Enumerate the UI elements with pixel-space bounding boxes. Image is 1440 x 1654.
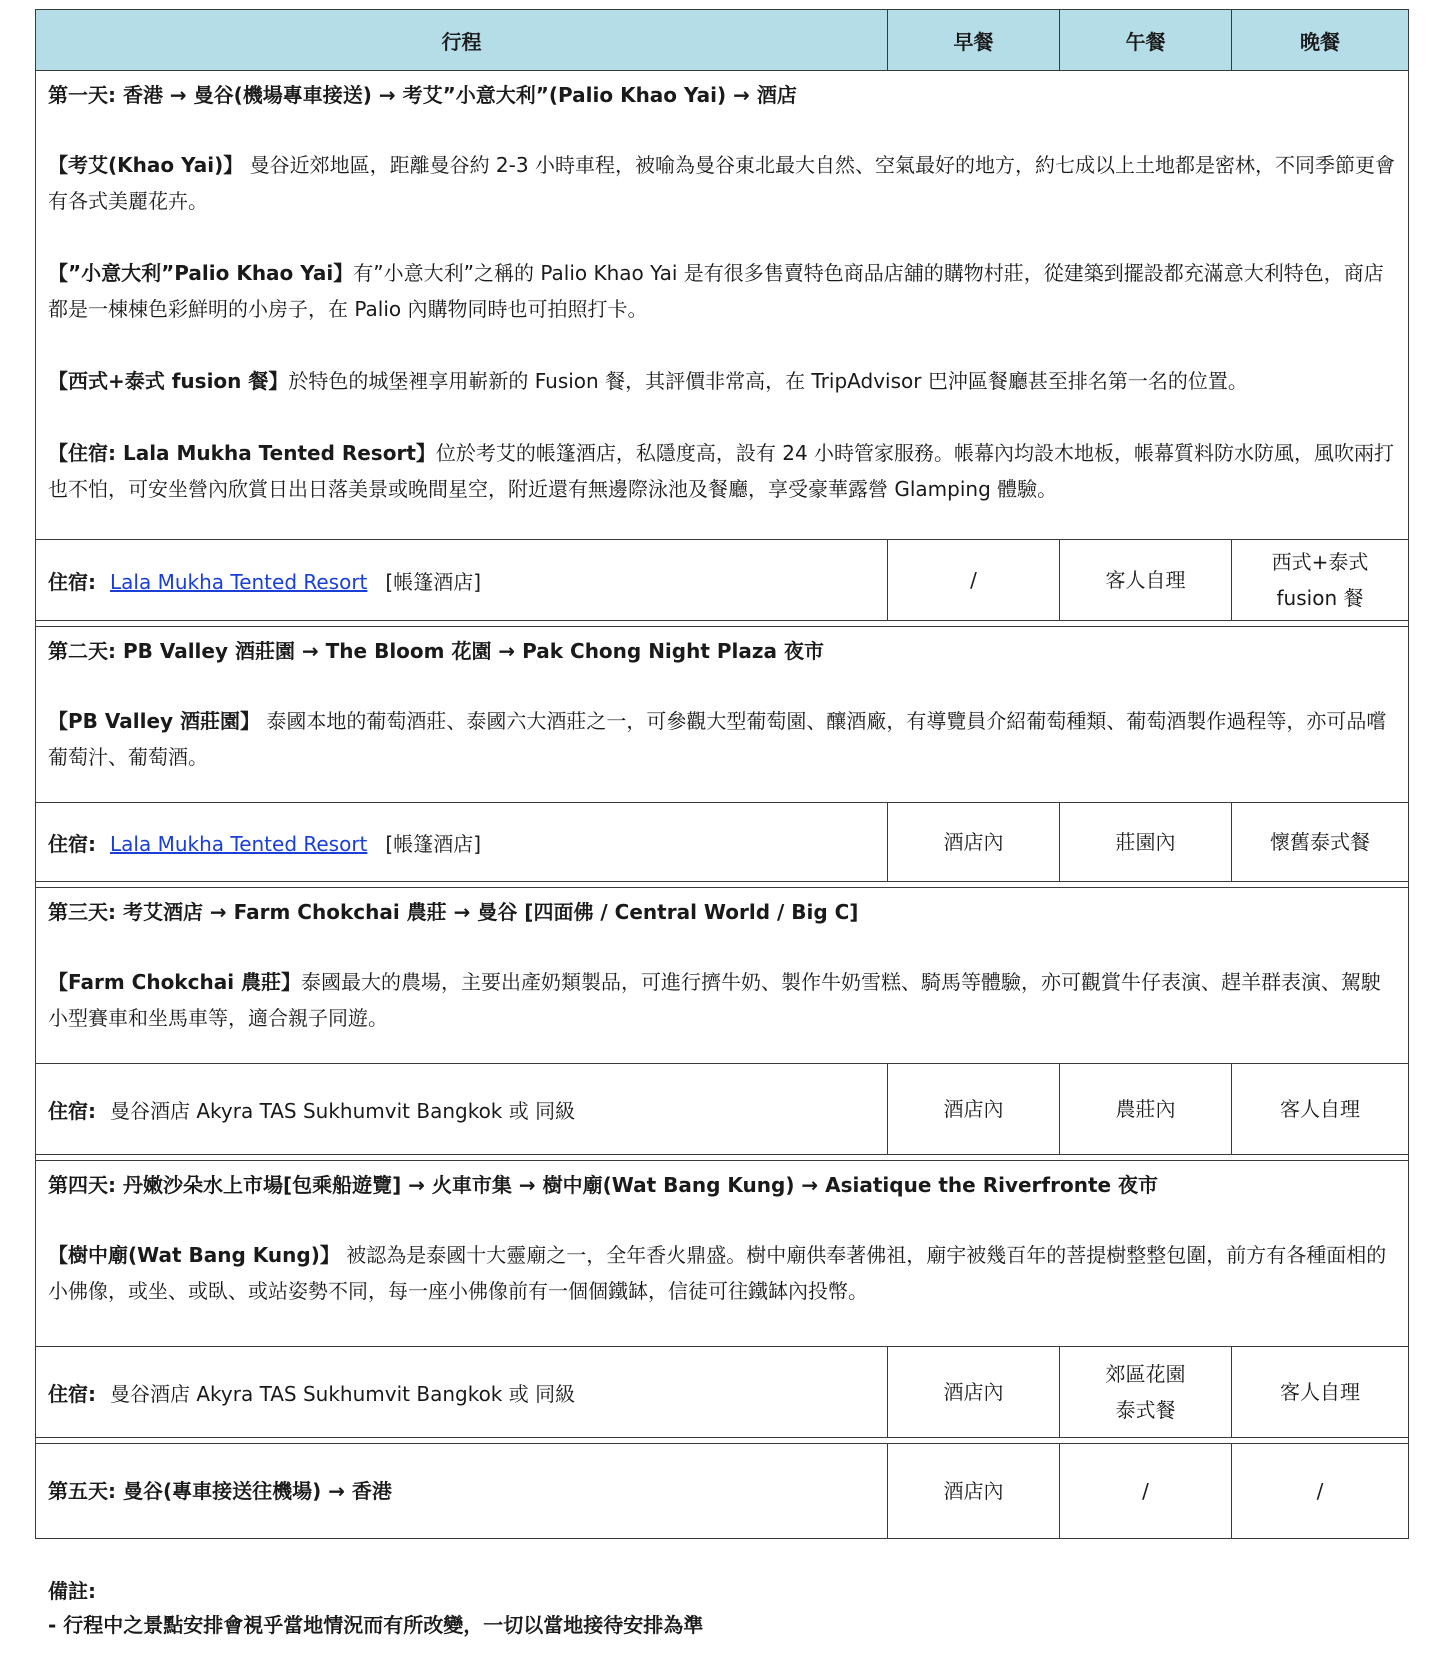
day3-dinner: 客人自理 — [1232, 1064, 1409, 1155]
day2-lunch: 莊園內 — [1060, 803, 1232, 882]
day5-description — [36, 1444, 888, 1539]
day4-stay — [36, 1347, 888, 1438]
remarks-title: 備註: — [48, 1579, 96, 1603]
day5-lunch: / — [1060, 1444, 1232, 1539]
header-dinner: 晚餐 — [1232, 10, 1409, 71]
hotel-link[interactable]: Lala Mukha Tented Resort — [110, 831, 368, 856]
day1-description — [36, 71, 1409, 540]
day3-section-farm — [48, 964, 1396, 1036]
day1-section-khaoyai — [48, 147, 1396, 219]
day4-lunch — [1060, 1347, 1232, 1438]
section-text: 泰國本地的葡萄酒莊、泰國六大酒莊之一，可參觀大型葡萄園、釀酒廠，有導覽員介紹葡萄種類、葡萄酒製作過程等，亦可品嚐葡萄汁、葡萄酒。 — [48, 709, 1387, 769]
day4-dinner: 客人自理 — [1232, 1347, 1409, 1438]
day4-description — [36, 1161, 1409, 1347]
day1-stay-row — [36, 540, 1409, 621]
section-heading: 【西式+泰式 fusion 餐】 — [48, 369, 289, 393]
day4-stay-row — [36, 1347, 1409, 1438]
section-heading: 【”小意大利”Palio Khao Yai】 — [48, 261, 354, 285]
day2-dinner: 懷舊泰式餐 — [1232, 803, 1409, 882]
header-itinerary: 行程 — [36, 10, 888, 71]
day2-stay-row — [36, 803, 1409, 882]
day3-stay — [36, 1064, 888, 1155]
lunch-line1: 郊區花園 — [1105, 1362, 1186, 1386]
hotel-link[interactable]: Lala Mukha Tented Resort — [110, 569, 368, 594]
day1-section-resort — [48, 435, 1396, 507]
day5-breakfast: 酒店內 — [888, 1444, 1060, 1539]
day5-row — [36, 1444, 1409, 1539]
hotel-text: 曼谷酒店 Akyra TAS Sukhumvit Bangkok 或 同級 — [110, 1098, 576, 1123]
day3-lunch: 農莊內 — [1060, 1064, 1232, 1155]
day3-title: 第三天: 考艾酒店 → Farm Chokchai 農莊 → 曼谷 [四面佛 / Central World / Big C] — [48, 900, 859, 924]
stay-label: 住宿: — [48, 569, 96, 594]
itinerary-table — [35, 9, 1409, 1539]
section-text: 被認為是泰國十大靈廟之一，全年香火鼎盛。樹中廟供奉著佛祖，廟宇被幾百年的菩提樹整整包圍，前方有各種面相的小佛像，或坐、或臥、或站姿勢不同，每一座小佛像前有一個個鐵缽，信徒可往鐵缽內投幣。 — [48, 1243, 1387, 1303]
day3-description-row — [36, 888, 1409, 1064]
hotel-type: [帳篷酒店] — [385, 569, 482, 594]
day2-section-pbvalley — [48, 703, 1396, 775]
stay-label: 住宿: — [48, 1381, 96, 1406]
day3-stay-row — [36, 1064, 1409, 1155]
day1-breakfast: / — [888, 540, 1060, 621]
day1-stay — [36, 540, 888, 621]
section-text: 泰國最大的農場，主要出產奶類製品，可進行擠牛奶、製作牛奶雪糕、騎馬等體驗，亦可觀賞牛仔表演、趕羊群表演、駕駛小型賽車和坐馬車等，適合親子同遊。 — [48, 970, 1382, 1030]
day1-title: 第一天: 香港 → 曼谷(機場專車接送) → 考艾”小意大利”(Palio Khao Yai) → 酒店 — [48, 83, 797, 107]
section-heading: 【PB Valley 酒莊園】 — [48, 709, 261, 733]
dinner-line1: 西式+泰式 — [1271, 550, 1369, 574]
table-header-row — [36, 10, 1409, 71]
day2-description-row — [36, 627, 1409, 803]
day1-dinner — [1232, 540, 1409, 621]
dinner-line2: fusion 餐 — [1276, 586, 1364, 610]
header-lunch: 午餐 — [1060, 10, 1232, 71]
day1-section-fusion — [48, 363, 1396, 399]
day4-title: 第四天: 丹嫩沙朵水上市場[包乘船遊覽] → 火車市集 → 樹中廟(Wat Bang Kung) → Asiatique the Riverfronte 夜市 — [48, 1173, 1159, 1197]
day2-stay — [36, 803, 888, 882]
section-heading: 【樹中廟(Wat Bang Kung)】 — [48, 1243, 340, 1267]
section-heading: 【考艾(Khao Yai)】 — [48, 153, 244, 177]
day1-description-row — [36, 71, 1409, 540]
day4-breakfast: 酒店內 — [888, 1347, 1060, 1438]
stay-label: 住宿: — [48, 1098, 96, 1123]
section-text: 於特色的城堡裡享用嶄新的 Fusion 餐，其評價非常高，在 TripAdvisor 巴沖區餐廳甚至排名第一名的位置。 — [288, 369, 1248, 393]
hotel-text: 曼谷酒店 Akyra TAS Sukhumvit Bangkok 或 同級 — [110, 1381, 576, 1406]
day4-section-temple — [48, 1237, 1396, 1309]
remarks-item: - 行程中之景點安排會視乎當地情況而有所改變，一切以當地接待安排為準 — [48, 1613, 704, 1637]
day4-description-row — [36, 1161, 1409, 1347]
section-text: 有”小意大利”之稱的 Palio Khao Yai 是有很多售賣特色商品店舖的購物村莊，從建築到擺設都充滿意大利特色，商店都是一棟棟色彩鮮明的小房子，在 Palio 內購物同時也可拍照打卡。 — [48, 261, 1384, 321]
day2-description — [36, 627, 1409, 803]
day2-breakfast: 酒店內 — [888, 803, 1060, 882]
section-heading: 【住宿: Lala Mukha Tented Resort】 — [48, 441, 436, 465]
lunch-line2: 泰式餐 — [1115, 1398, 1176, 1422]
day5-dinner: / — [1232, 1444, 1409, 1539]
day1-section-palio — [48, 255, 1396, 327]
day1-lunch: 客人自理 — [1060, 540, 1232, 621]
day2-title: 第二天: PB Valley 酒莊園 → The Bloom 花園 → Pak Chong Night Plaza 夜市 — [48, 639, 824, 663]
header-breakfast: 早餐 — [888, 10, 1060, 71]
section-text: 位於考艾的帳篷酒店，私隱度高，設有 24 小時管家服務。帳幕內均設木地板，帳幕質料防水防風，風吹兩打也不怕，可安坐營內欣賞日出日落美景或晚間星空，附近還有無邊際泳池及餐廳，享受豪華露營 Glamping 體驗。 — [48, 441, 1395, 501]
day3-description — [36, 888, 1409, 1064]
stay-label: 住宿: — [48, 831, 96, 856]
section-heading: 【Farm Chokchai 農莊】 — [48, 970, 302, 994]
section-text: 曼谷近郊地區，距離曼谷約 2-3 小時車程，被喻為曼谷東北最大自然、空氣最好的地方，約七成以上土地都是密林，不同季節更會有各式美麗花卉。 — [48, 153, 1395, 213]
day5-title: 第五天: 曼谷(專車接送往機場) → 香港 — [48, 1479, 392, 1503]
day3-breakfast: 酒店內 — [888, 1064, 1060, 1155]
remarks — [48, 1574, 1408, 1642]
hotel-type: [帳篷酒店] — [385, 831, 482, 856]
